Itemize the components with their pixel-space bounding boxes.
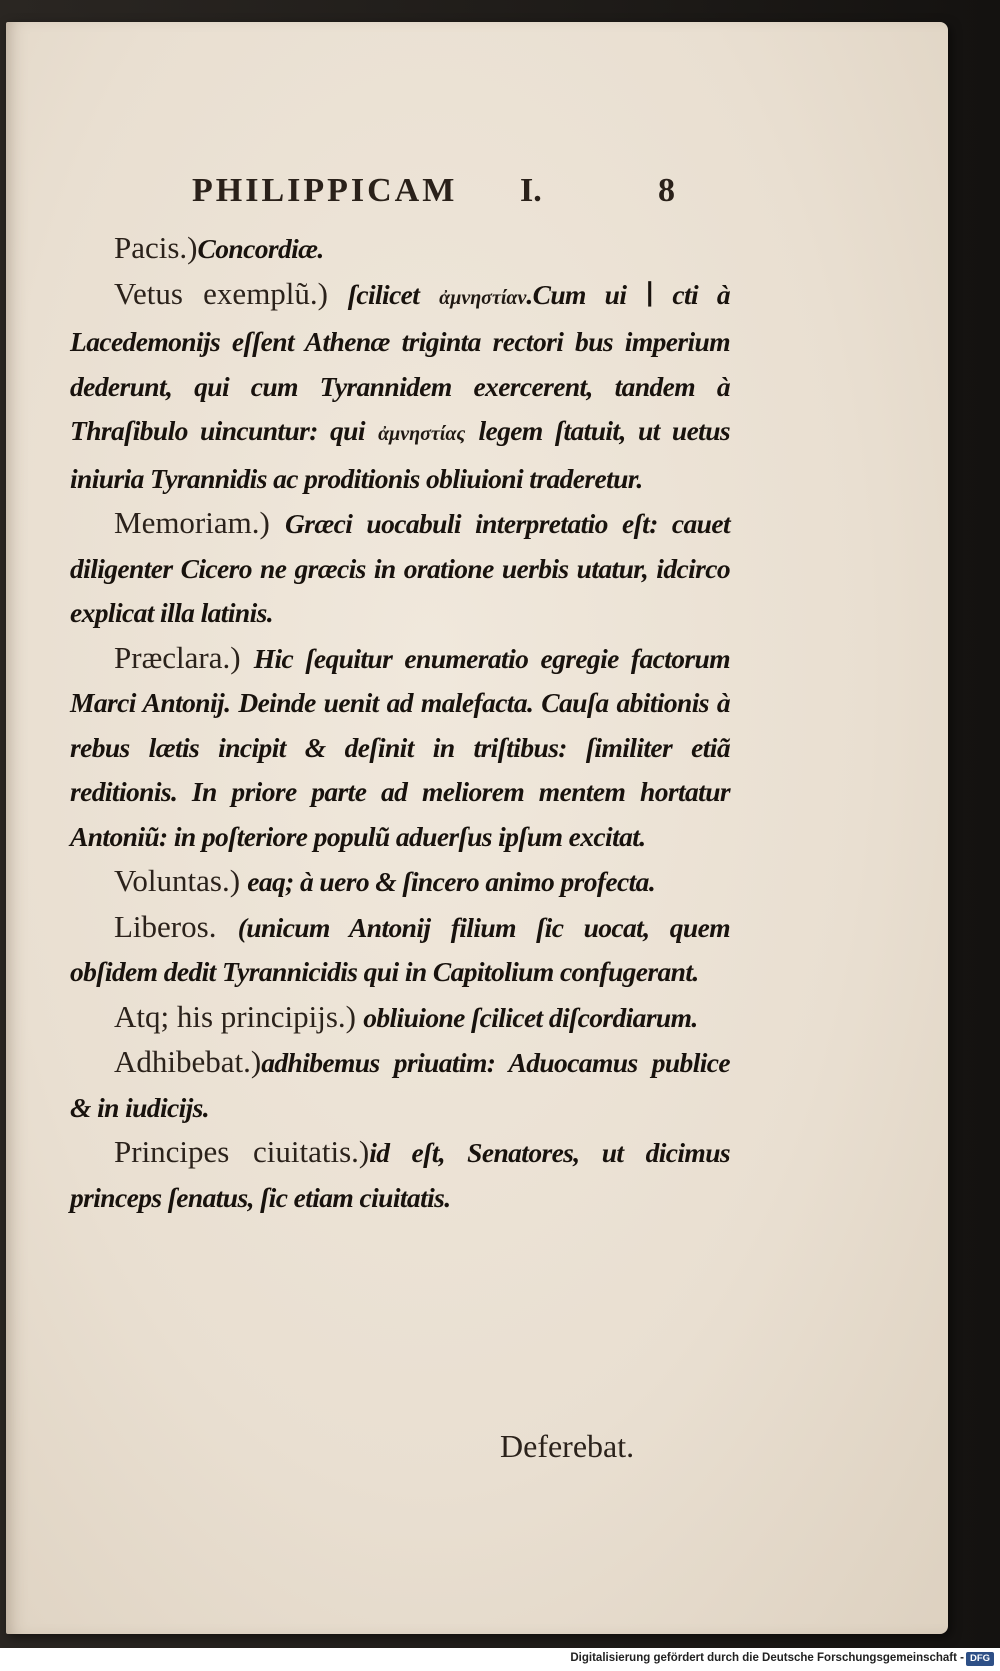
gloss: .Cum ui ∣ cti à Lacedemonijs eſſent Athenæ triginta rectori bus imperium dederunt, qui cum Tyrannidem exercerent, tandem à Thraſibulo uincuntur: qui — [70, 278, 730, 446]
commentary-paragraph — [70, 636, 730, 860]
lemma: Adhibebat.) — [114, 1044, 262, 1079]
commentary-paragraph — [70, 226, 730, 272]
gloss: ſcilicet — [347, 278, 420, 310]
commentary-paragraph — [70, 859, 730, 905]
gloss: obliuione ſcilicet diſcordiarum. — [363, 1001, 698, 1033]
gloss: legem ſtatuit, ut uetus iniuria Tyrannidis ac proditionis obliuioni traderetur. — [70, 415, 731, 494]
lemma: Voluntas.) — [114, 863, 241, 898]
dfg-logo-icon: DFG — [966, 1652, 994, 1666]
footer-bar — [0, 1648, 1000, 1671]
lemma: Principes ciuitatis.) — [114, 1134, 370, 1169]
lemma: Vetus exemplũ.) — [114, 275, 328, 311]
gloss: Hic ſequitur enumeratio egregie factorum Marci Antonij. Deinde uenit ad malefacta. Cauſa abitionis à rebus lætis incipit & deſinit in triſtibus: ſimiliter etiã reditionis. In priore parte ad meliorem mentem hortatur Antoniũ: in poſteriore populũ aduerſus ipſum excitat. — [70, 642, 730, 852]
commentary-paragraph — [70, 995, 730, 1041]
gloss: id eſt, Senatores, ut dicimus princeps ſenatus, ſic etiam ciuitatis. — [70, 1137, 730, 1213]
chapter-number: I. — [520, 172, 542, 209]
lemma: Pacis.) — [114, 230, 198, 265]
lemma: Liberos. — [114, 908, 217, 944]
lemma: Præclara.) — [114, 639, 241, 675]
commentary-paragraph — [70, 1130, 730, 1220]
commentary-paragraph — [70, 501, 730, 636]
gloss: (unicum Antonij filium ſic uocat, quem obſidem dedit Tyrannicidis qui in Capitolium confugerant. — [70, 911, 731, 987]
running-title: PHILIPPICAM — [192, 172, 458, 209]
book-page — [6, 22, 948, 1634]
gloss: Græci uocabuli interpretatio eſt: cauet diligenter Cicero ne græcis in oratione uerbis utatur, idcirco explicat illa latinis. — [70, 508, 731, 628]
page-header — [6, 172, 948, 222]
lemma: Atq; his principijs.) — [114, 998, 356, 1034]
catchword: Deferebat. — [500, 1428, 635, 1464]
commentary-paragraph — [70, 1040, 730, 1130]
greek-word: ἀμνηστίαν — [439, 286, 527, 309]
commentary-paragraph — [70, 905, 730, 995]
funding-credit: Digitalisierung gefördert durch die Deutsche Forschungsgemeinschaft - — [570, 1652, 964, 1664]
commentary-paragraph — [70, 272, 730, 502]
page-number: 8 — [658, 172, 675, 209]
lemma: Memoriam.) — [114, 505, 270, 540]
commentary-text — [70, 226, 730, 1220]
gloss: adhibemus priuatim: Aduocamus publice & in iudicijs. — [70, 1047, 730, 1123]
gloss: eaq; à uero & ſincero animo profecta. — [247, 866, 656, 897]
gloss: Concordiæ. — [197, 233, 324, 264]
greek-word: ἀμνηστίας — [378, 423, 466, 445]
